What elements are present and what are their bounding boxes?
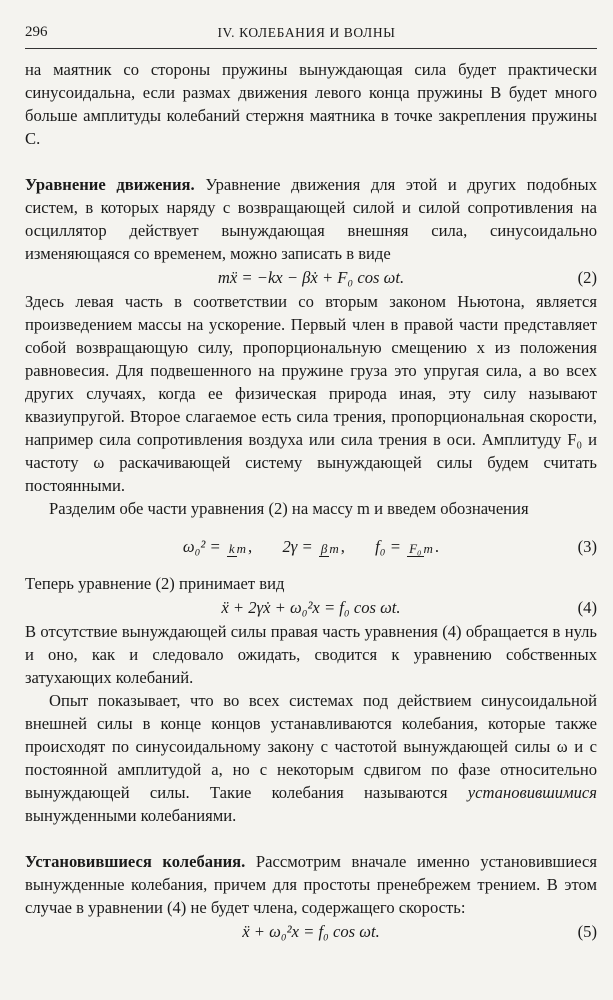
equation-3-number: (3): [577, 537, 597, 556]
equation-2-formula: mẍ = −kx − βẋ + F₀ cos ωt.: [217, 268, 405, 287]
equation-3: [25, 524, 597, 566]
fraction-denominator: m: [423, 540, 433, 556]
paragraph-5: Теперь уравнение (2) принимает вид: [25, 574, 285, 593]
section-heading-steady-state: Установившиеся колебания.: [25, 852, 246, 871]
paragraph-2-text: Уравнение движения для этой и других подобных систем, в которых наряду с возвращающей силой и силой сопротивления на осциллятор действует вынуждающая внешняя сила, синусоидально изменяющаяся со временем, можно записать в виде: [25, 175, 597, 263]
eq3-f0-lhs: f₀ =: [375, 537, 401, 556]
equation-4-number: (4): [577, 598, 597, 617]
eq3-gamma-lhs: 2γ =: [282, 537, 313, 556]
equation-5-formula: ẍ + ω₀²x = f₀ cos ωt.: [242, 922, 380, 941]
fraction-denominator: m: [329, 540, 339, 556]
paragraph-steady-state: [25, 850, 597, 919]
equation-3-formula: ω₀² = k m , 2γ = β m , f₀ = F₀ m .: [182, 537, 440, 556]
emphasis-steady-state: установившимися: [467, 783, 597, 802]
paragraph-7-text-a: Опыт показывает, что во всех системах под действием синусоидальной внешней силы в конце концов устанавливаются колебания, которые также происходят по синусоидальному закону с частотой вынуждающей силы ω и с постоянной амплитудой a, но с некоторым сдвигом по фазе относительно вынуждающей силы. Такие колебания называются: [25, 691, 597, 802]
page-header: [25, 24, 588, 46]
header-rule: [25, 48, 597, 49]
paragraph-8-text: Рассмотрим вначале именно установившиеся вынужденные колебания, причем для простоты пренебрежем трением. В этом случае в уравнении (4) не будет члена, содержащего скорость:: [25, 852, 597, 917]
fraction-denominator: m: [236, 540, 247, 556]
equation-4: [25, 595, 597, 620]
eq3-omega-lhs: ω₀² =: [182, 537, 221, 556]
page-body: [25, 58, 597, 944]
equation-5: [25, 919, 597, 944]
fraction-numerator: F₀: [409, 540, 422, 556]
paragraph-equation-of-motion: [25, 173, 597, 265]
paragraph-3: Здесь левая часть в соответствии со вторым законом Ньютона, является произведением массы на ускорение. Первый член в правой части представляет собой возвращающую силу, пропорциональную смещению x из положения равновесия. Для подвешенного на пружине груза это упругая сила, а во всех других случаях, когда ее физическая природа иная, эту силу называют квазиупругой. Второе слагаемое есть сила трения, пропорциональная скорости, например сила сопротивления воздуха или сила трения в оси. Амплитуду F₀ и частоту ω раскачивающей систему вынуждающей силы будем считать постоянными.: [25, 292, 597, 495]
fraction-numerator: k: [228, 540, 235, 556]
paragraph-7-text-b: вынужденными колебаниями.: [25, 806, 237, 825]
fraction-k-over-m: [227, 541, 246, 556]
equation-2-number: (2): [577, 268, 597, 287]
fraction-numerator: β: [320, 540, 328, 556]
paragraph-6: В отсутствие вынуждающей силы правая часть уравнения (4) обращается в нуль и оно, как и следовало ожидать, сводится к уравнению собственных затухающих колебаний.: [25, 622, 597, 687]
paragraph-7: [25, 689, 597, 827]
page-number: 296: [25, 24, 48, 40]
section-heading-equation-of-motion: Уравнение движения.: [25, 175, 195, 194]
fraction-F0-over-m: [407, 541, 433, 556]
fraction-beta-over-m: [319, 541, 339, 556]
paragraph-1: на маятник со стороны пружины вынуждающая сила будет практически синусоидальна, если размах движения левого конца пружины B будет много больше амплитуды колебаний стержня маятника в точке закрепления пружины C.: [25, 60, 597, 148]
paragraph-4: Разделим обе части уравнения (2) на массу m и введем обозначения: [49, 499, 529, 518]
equation-5-number: (5): [577, 922, 597, 941]
equation-4-formula: ẍ + 2γẋ + ω₀²x = f₀ cos ωt.: [221, 598, 401, 617]
running-title: IV. КОЛЕБАНИЯ И ВОЛНЫ: [217, 25, 396, 40]
equation-2: [25, 265, 597, 290]
